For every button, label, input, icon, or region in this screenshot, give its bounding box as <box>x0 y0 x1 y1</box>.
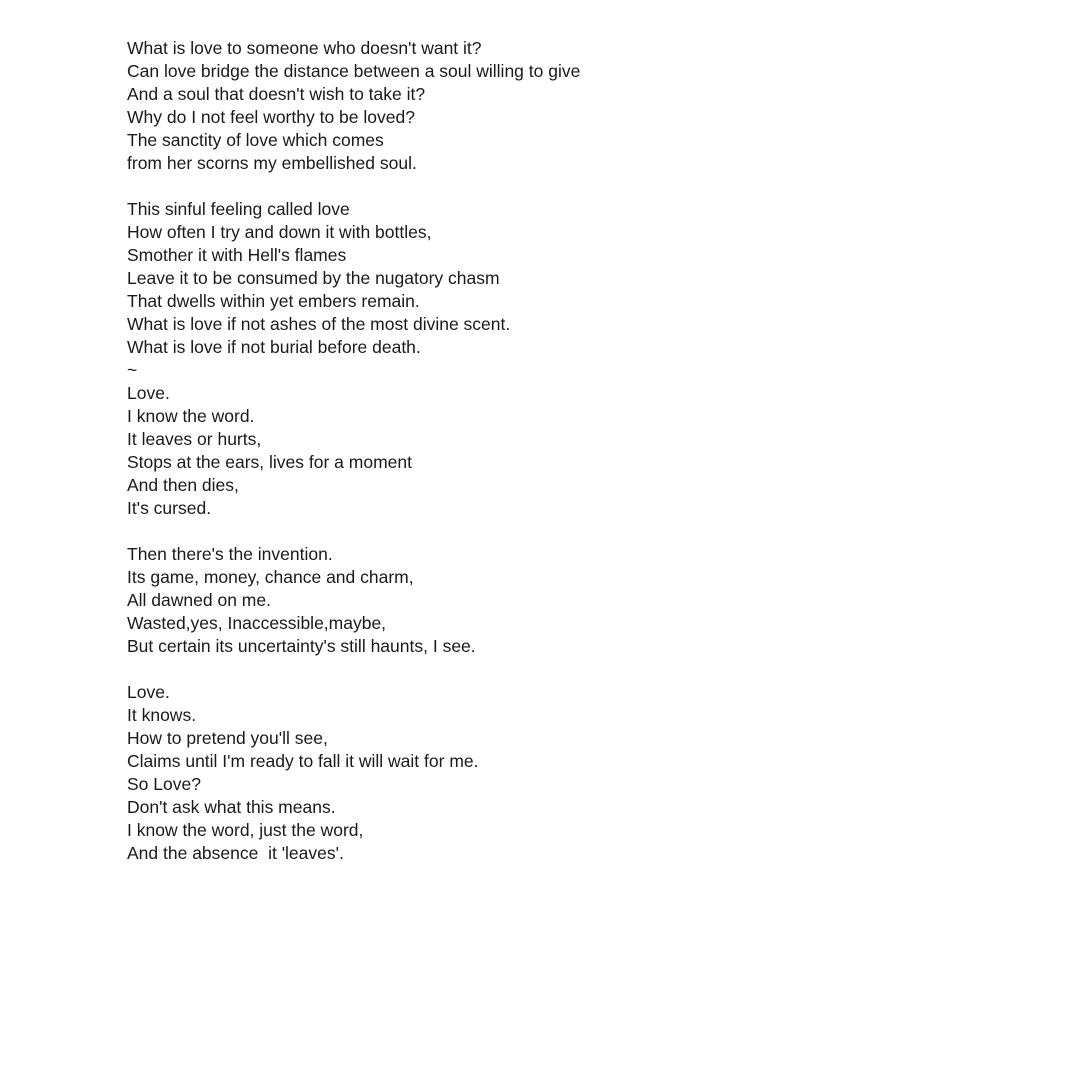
section-separator: ~ <box>127 360 138 380</box>
poem-line: Smother it with Hell's flames <box>127 245 347 265</box>
poem-line: This sinful feeling called love <box>127 199 350 219</box>
poem-line: Love. <box>127 682 170 702</box>
poem-line: Don't ask what this means. <box>127 797 336 817</box>
stanza-gap <box>127 658 1027 681</box>
poem-line: What is love to someone who doesn't want it? <box>127 38 482 58</box>
poem-line: How often I try and down it with bottles, <box>127 222 432 242</box>
poem-line: How to pretend you'll see, <box>127 728 328 748</box>
poem-line: Leave it to be consumed by the nugatory chasm <box>127 268 500 288</box>
poem-line: The sanctity of love which comes <box>127 130 384 150</box>
poem-line: And the absence it 'leaves'. <box>127 843 344 863</box>
poem-line: Why do I not feel worthy to be loved? <box>127 107 415 127</box>
poem-line: Can love bridge the distance between a soul willing to give <box>127 61 581 81</box>
poem-line: It knows. <box>127 705 197 725</box>
poem-line: from her scorns my embellished soul. <box>127 153 417 173</box>
poem-line: It leaves or hurts, <box>127 429 262 449</box>
poem-text <box>127 37 1027 865</box>
poem-line: All dawned on me. <box>127 590 271 610</box>
poem-line: But certain its uncertainty's still haunts, I see. <box>127 636 476 656</box>
poem-line: Love. <box>127 383 170 403</box>
poem-line: That dwells within yet embers remain. <box>127 291 420 311</box>
poem-line: Wasted,yes, Inaccessible,maybe, <box>127 613 387 633</box>
stanza-gap <box>127 520 1027 543</box>
poem-line: It's cursed. <box>127 498 212 518</box>
poem-line: So Love? <box>127 774 201 794</box>
poem-line: Then there's the invention. <box>127 544 333 564</box>
poem-line: What is love if not ashes of the most divine scent. <box>127 314 511 334</box>
poem-line: And a soul that doesn't wish to take it? <box>127 84 426 104</box>
poem-line: What is love if not burial before death. <box>127 337 421 357</box>
poem-line: I know the word, just the word, <box>127 820 364 840</box>
poem-line: Its game, money, chance and charm, <box>127 567 414 587</box>
poem-line: Stops at the ears, lives for a moment <box>127 452 412 472</box>
poem-line: Claims until I'm ready to fall it will wait for me. <box>127 751 479 771</box>
stanza-gap <box>127 175 1027 198</box>
poem-line: I know the word. <box>127 406 255 426</box>
poem-line: And then dies, <box>127 475 239 495</box>
